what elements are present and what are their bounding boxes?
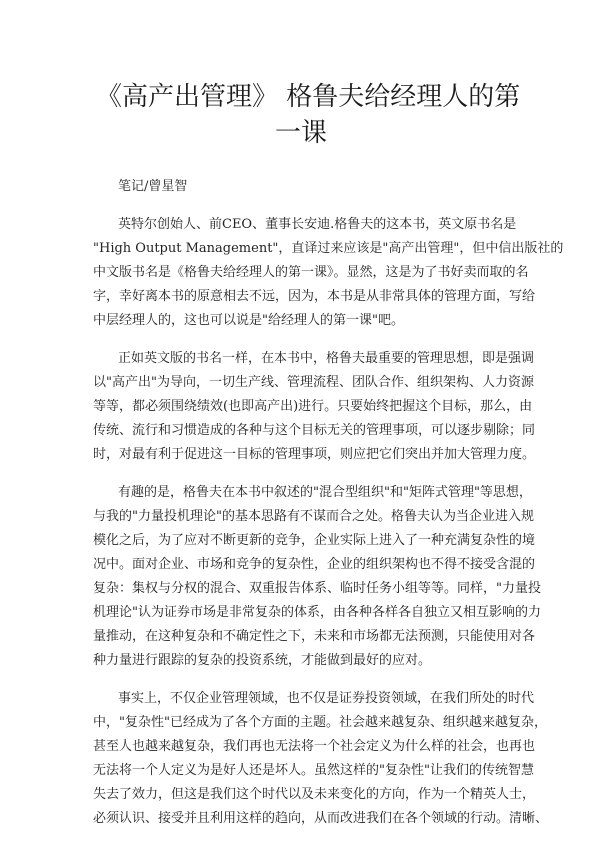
paragraph-3-line-6: 机理论"认为证券市场是非常复杂的体系，由各种各样各自独立又相互影响的力 (93, 605, 541, 620)
paragraph-2-line-1: 正如英文版的书名一样，在本书中，格鲁夫最重要的管理思想，即是强调 (118, 351, 535, 366)
paragraph-1-line-1: 英特尔创始人、前CEO、董事长安迪.格鲁夫的这本书，英文原书名是 (118, 217, 517, 232)
paragraph-2-line-4: 传统、流行和习惯造成的各种与这个目标无关的管理事项，可以逐步剔除；同 (93, 423, 536, 438)
paragraph-4-line-3: 甚至人也越来越复杂，我们再也无法将一个社会定义为什么样的社会，也再也 (93, 739, 536, 754)
paragraph-3-line-5: 复杂：集权与分权的混合、双重报告体系、临时任务小组等等。同样，"力量投 (93, 581, 541, 596)
document-title-line-1: 《高产出管理》 格鲁夫给经理人的第 (96, 82, 521, 112)
paragraph-1-line-2: "High Output Management"，直译过来应该是"高产出管理"，但中信出版社的 (93, 241, 564, 256)
paragraph-3-line-3: 模化之后，为了应对不断更新的竞争，企业实际上进入了一种充满复杂性的境 (93, 533, 536, 548)
author-note: 笔记/曾星智 (118, 179, 188, 194)
paragraph-4-line-6: 必须认识、接受并且利用这样的趋向，从而改进我们在各个领域的行动。清晰、 (93, 811, 549, 826)
paragraph-4-line-2: 中，"复杂性"已经成为了各个方面的主题。社会越来越复杂、组织越来越复杂， (93, 715, 547, 730)
paragraph-2-line-2: 以"高产出"为导向，一切生产线、管理流程、团队合作、组织架构、人力资源 (93, 375, 534, 390)
paragraph-3-line-1: 有趣的是，格鲁夫在本书中叙述的"混合型组织"和"矩阵式管理"等思想， (118, 485, 532, 500)
paragraph-2-line-3: 等等，都必须围绕绩效(也即高产出)进行。只要始终把握这个目标，那么，由 (93, 399, 533, 414)
paragraph-1-line-3: 中文版书名是《格鲁夫给经理人的第一课》。显然，这是为了书好卖而取的名 (93, 265, 529, 280)
paragraph-2-line-5: 时，对最有利于促进这一目标的管理事项，则应把它们突出并加大管理力度。 (93, 447, 536, 462)
paragraph-3-line-7: 量推动，在这种复杂和不确定性之下，未来和市场都无法预测，只能使用对各 (93, 629, 536, 644)
paragraph-3-line-8: 种力量进行跟踪的复杂的投资系统，才能做到最好的应对。 (93, 653, 432, 668)
paragraph-1-line-5: 中层经理人的，这也可以说是"给经理人的第一课"吧。 (93, 313, 404, 328)
paragraph-3-line-2: 与我的"力量投机理论"的基本思路有不谋而合之处。格鲁夫认为当企业进入规 (93, 509, 534, 524)
paragraph-1-line-4: 字，幸好离本书的原意相去不远，因为，本书是从非常具体的管理方面，写给 (93, 289, 536, 304)
paragraph-4-line-4: 无法将一个人定义为是好人还是坏人。虽然这样的"复杂性"让我们的传统智慧 (93, 763, 534, 778)
paragraph-4-line-5: 失去了效力，但这是我们这个时代以及未来变化的方向，作为一个精英人士， (93, 787, 536, 802)
paragraph-4-line-1: 事实上，不仅企业管理领域，也不仅是证券投资领域，在我们所处的时代 (118, 691, 535, 706)
document-title-line-2: 一课 (274, 118, 327, 148)
paragraph-3-line-4: 况中。面对企业、市场和竞争的复杂性，企业的组织架构也不得不接受含混的 (93, 557, 536, 572)
